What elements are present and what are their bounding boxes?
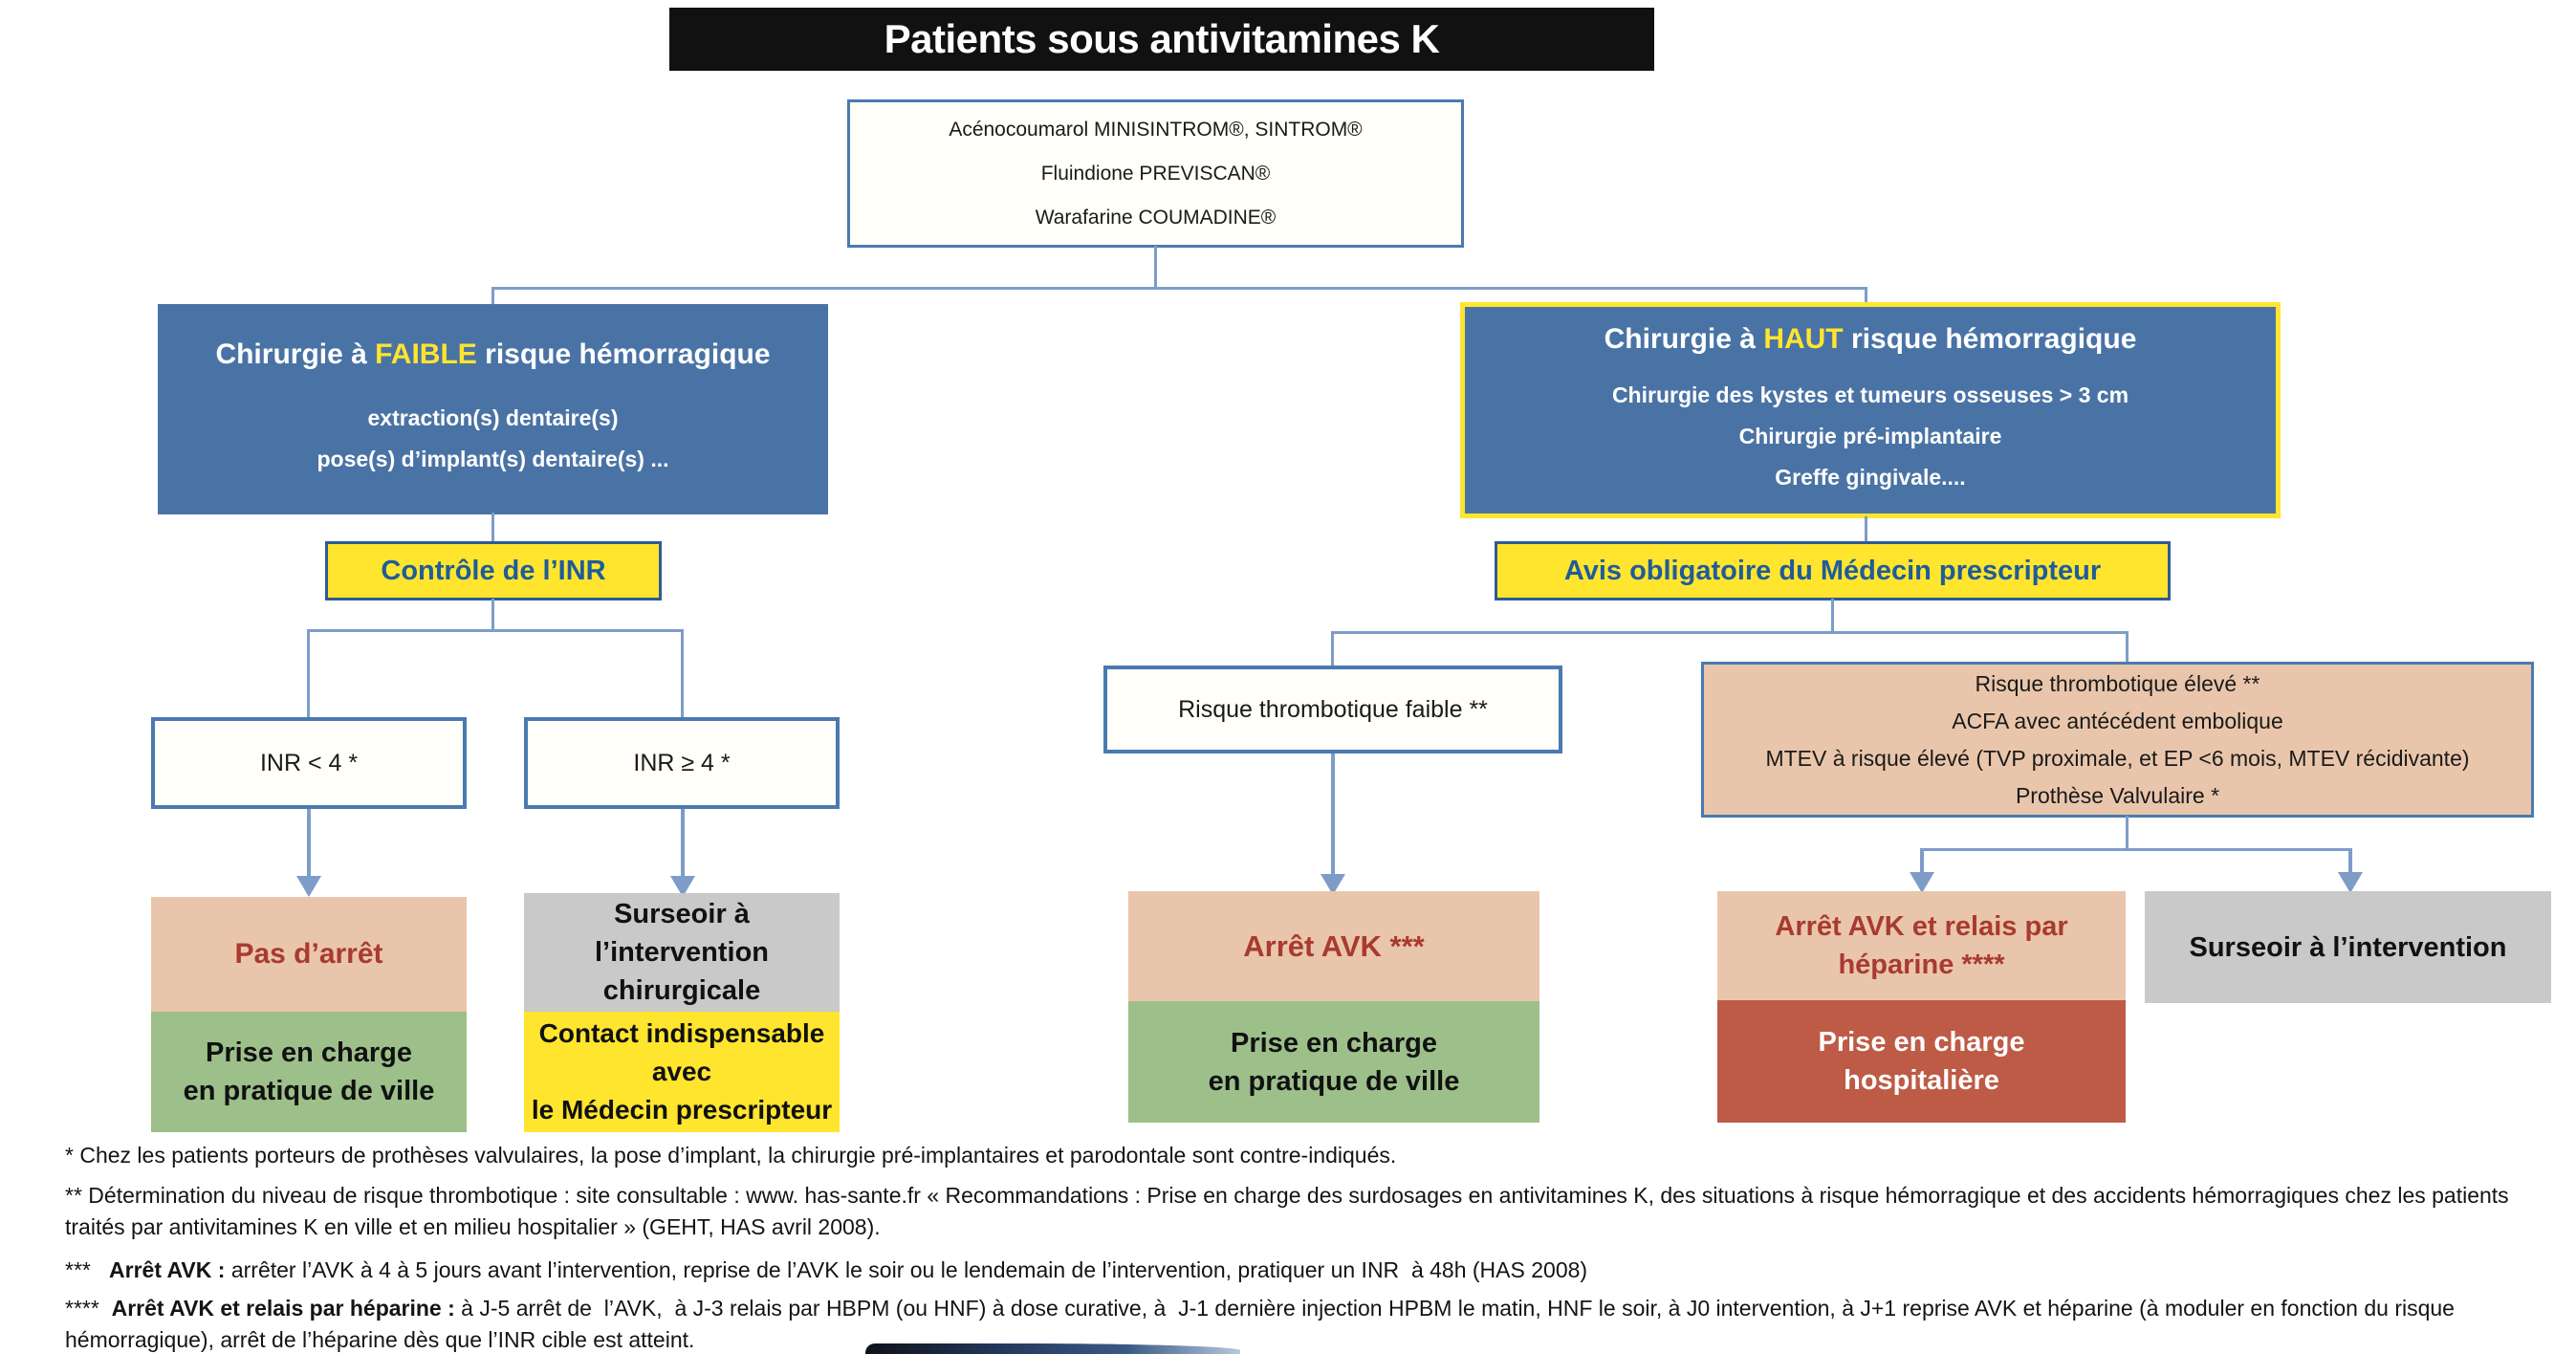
footnote-marker: **** xyxy=(65,1296,112,1321)
connector-line xyxy=(491,513,494,543)
outcome-city-care-box-2 xyxy=(1128,1001,1539,1123)
connector-line xyxy=(491,599,494,631)
high-bleeding-risk-box xyxy=(1460,302,2281,518)
connector-line xyxy=(1831,599,1834,633)
outcome-line: Contact indispensable avec xyxy=(538,1018,825,1086)
outcome-contact-box xyxy=(524,1012,840,1132)
outcome-line: hospitalière xyxy=(1844,1065,1999,1096)
outcome-postpone-label: Surseoir à l’intervention xyxy=(2189,931,2507,963)
outcome-line: Arrêt AVK et relais par xyxy=(1775,911,2068,942)
outcome-line: Prise en charge xyxy=(1231,1027,1437,1059)
drug-names-box xyxy=(847,99,1464,248)
drug-line: Acénocoumarol MINISINTROM®, SINTROM® xyxy=(949,118,1363,141)
outcome-line: le Médecin prescripteur xyxy=(531,1095,833,1125)
drug-line: Fluindione PREVISCAN® xyxy=(1040,162,1271,185)
inr-low-label: INR < 4 * xyxy=(259,749,359,776)
inr-high-label: INR ≥ 4 * xyxy=(633,749,731,776)
thrombotic-high-line: Prothèse Valvulaire * xyxy=(2015,782,2220,808)
high-risk-example: Greffe gingivale.... xyxy=(1775,464,1966,490)
high-bleeding-risk-title xyxy=(1605,323,2137,356)
footnote-text: à J-5 arrêt de l’AVK, à J-3 relais par HBPM (ou HNF) à dose curative, à J-1 dernière injection HPBM le matin, HNF le soir, à J0 intervention, à J+1 reprise AVK et héparine (à moduler en fonction du risque hémorragique), arrêt de l’héparine dès que l’INR cible est atteint. xyxy=(65,1296,2461,1352)
low-risk-example: pose(s) d’implant(s) dentaire(s) ... xyxy=(317,447,669,471)
low-bleeding-risk-title xyxy=(215,338,770,371)
title-highlight: FAIBLE xyxy=(375,338,477,370)
inr-high-box xyxy=(524,717,840,809)
thrombotic-high-line: MTEV à risque élevé (TVP proximale, et EP <6 mois, MTEV récidivante) xyxy=(1765,745,2470,771)
page-title xyxy=(669,8,1654,71)
footnote-marker: *** xyxy=(65,1257,110,1282)
outcome-stop-avk-box xyxy=(1128,891,1539,1001)
footnote-2 xyxy=(65,1180,2532,1243)
thrombotic-high-box xyxy=(1701,662,2534,818)
low-bleeding-risk-box xyxy=(158,304,828,514)
outcome-stop-avk-heparin-box xyxy=(1717,891,2126,1000)
arrow-down-icon xyxy=(1910,872,1934,893)
title-pre: Chirurgie à xyxy=(1604,322,1764,355)
outcome-no-stop-box xyxy=(151,897,467,1012)
thrombotic-high-line: ACFA avec antécédent embolique xyxy=(1952,708,2283,733)
connector-line xyxy=(307,629,684,632)
thrombotic-high-line: Risque thrombotique élevé ** xyxy=(1975,670,2260,696)
connector-line xyxy=(1154,246,1157,289)
title-post: risque hémorragique xyxy=(1843,322,2137,355)
outcome-line: en pratique de ville xyxy=(183,1076,435,1106)
outcome-city-care-box xyxy=(151,1012,467,1132)
footnote-3 xyxy=(65,1255,2532,1286)
outcome-postpone-box xyxy=(2145,891,2551,1003)
outcome-line: Prise en charge xyxy=(1818,1027,2025,1058)
inr-control-box xyxy=(325,541,662,601)
connector-line xyxy=(1331,631,1334,667)
connector-line xyxy=(1331,631,2128,634)
outcome-line: chirurgicale xyxy=(602,975,761,1006)
footnote-text: Chez les patients porteurs de prothèses valvulaires, la pose d’implant, la chirurgie pré-implantaires et parodontale sont contre-indiqués. xyxy=(79,1143,1397,1168)
outcome-line: héparine **** xyxy=(1838,950,2005,980)
outcome-stop-avk-label: Arrêt AVK *** xyxy=(1243,928,1425,963)
footnote-marker: ** xyxy=(65,1183,89,1208)
arrow-down-icon xyxy=(296,876,321,897)
arrow-down-icon xyxy=(2338,872,2363,893)
prescriber-advice-label: Avis obligatoire du Médecin prescripteur xyxy=(1563,555,2102,586)
high-risk-example: Chirurgie des kystes et tumeurs osseuses > 3 cm xyxy=(1611,382,2129,407)
outcome-line: Prise en charge xyxy=(206,1037,412,1068)
title-pre: Chirurgie à xyxy=(215,338,376,370)
arrow-stem xyxy=(307,809,311,878)
outcome-line: en pratique de ville xyxy=(1208,1065,1460,1097)
high-risk-example: Chirurgie pré-implantaire xyxy=(1738,423,2002,448)
outcome-line: Surseoir à l’intervention xyxy=(594,899,770,968)
footnote-text: arrêter l’AVK à 4 à 5 jours avant l’intervention, reprise de l’AVK le soir ou le lendemain de l’intervention, pratiquer un INR à 48h (HAS 2008) xyxy=(230,1257,1588,1282)
connector-line xyxy=(1920,848,2352,851)
connector-line xyxy=(2126,631,2128,664)
footnote-bold: Arrêt AVK : xyxy=(109,1257,231,1282)
connector-line xyxy=(2126,816,2128,850)
footnote-bold: Arrêt AVK et relais par héparine : xyxy=(111,1296,462,1321)
footnote-marker: * xyxy=(65,1143,80,1168)
outcome-hospital-care-box xyxy=(1717,1000,2126,1123)
title-post: risque hémorragique xyxy=(476,338,771,370)
arrow-stem xyxy=(2348,848,2352,874)
connector-line xyxy=(1865,516,1867,543)
thrombotic-low-label: Risque thrombotique faible ** xyxy=(1178,695,1488,723)
footnote-1 xyxy=(65,1140,2532,1171)
outcome-postpone-surgery-box xyxy=(524,893,840,1012)
inr-control-label: Contrôle de l’INR xyxy=(381,555,606,586)
drug-line: Warafarine COUMADINE® xyxy=(1035,206,1277,229)
footnote-4 xyxy=(65,1293,2532,1354)
cropped-bottom-banner xyxy=(865,1343,1240,1354)
arrow-stem xyxy=(681,809,685,878)
arrow-stem xyxy=(1331,753,1335,876)
thrombotic-low-box xyxy=(1103,666,1562,753)
connector-line xyxy=(491,287,494,306)
connector-line xyxy=(307,629,310,719)
low-risk-example: extraction(s) dentaire(s) xyxy=(367,405,619,430)
prescriber-advice-box xyxy=(1495,541,2171,601)
title-highlight: HAUT xyxy=(1763,322,1844,355)
arrow-stem xyxy=(1920,848,1924,874)
page-title-text: Patients sous antivitamines K xyxy=(884,16,1440,61)
outcome-no-stop-label: Pas d’arrêt xyxy=(234,938,383,970)
footnote-text: Détermination du niveau de risque thrombotique : site consultable : www. has-sante.fr « Recommandations : Prise en charge des surdosages en antivitamines K, des situations à risque hémorragique et des accidents hémorragiques chez les patients traités par antivitamines K en ville et en milieu hospitalier » (GEHT, HAS avril 2008). xyxy=(65,1183,2516,1239)
connector-line xyxy=(491,287,1867,290)
connector-line xyxy=(681,629,684,719)
inr-low-box xyxy=(151,717,467,809)
